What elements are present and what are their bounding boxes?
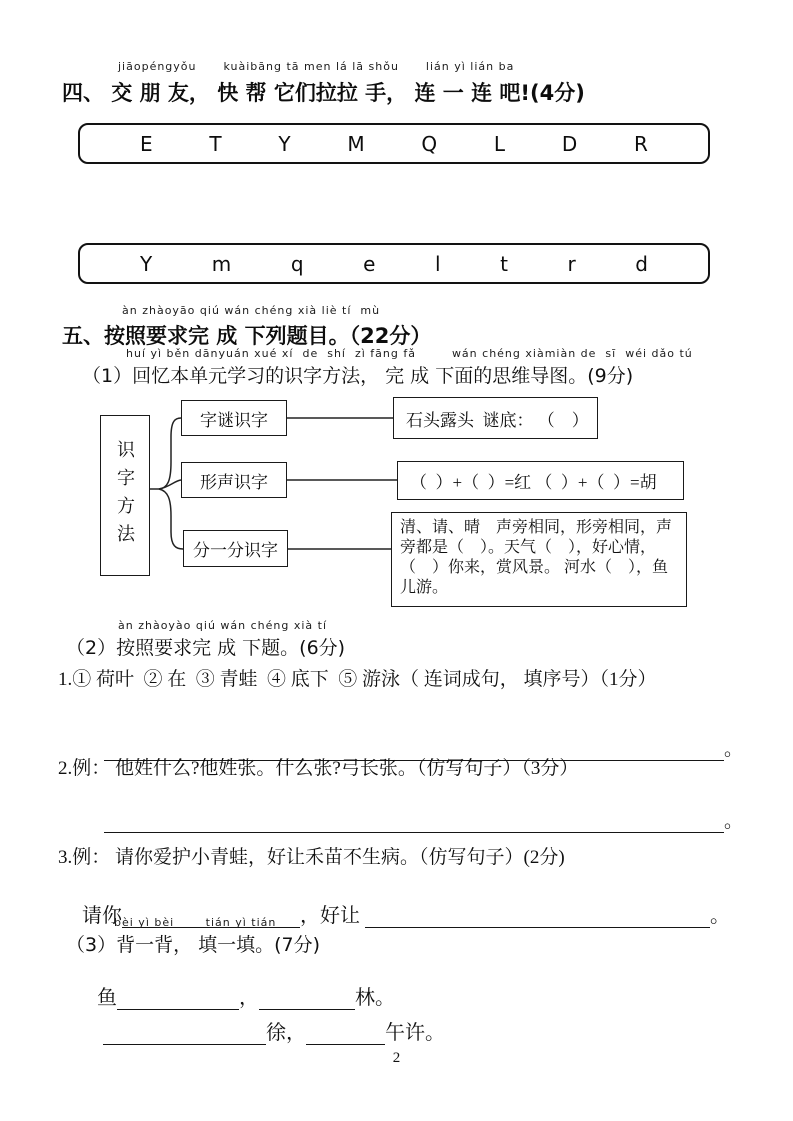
question-1: 1.① 荷叶 ② 在 ③ 青蛙 ④ 底下 ⑤ 游泳（ 连词成句， 填序号）（1分） (58, 669, 657, 690)
letter[interactable]: m (211, 251, 232, 276)
lowercase-letter-box[interactable] (78, 243, 710, 284)
letter[interactable]: q (290, 251, 304, 276)
question-2: 2.例： 他姓什么?他姓张。什么张?弓长张。（仿写句子）（3分） (58, 758, 579, 779)
fill-prefix: 鱼 (97, 987, 117, 1009)
answer-blank[interactable] (365, 906, 710, 928)
diagram-node-phono: 形声识字 (181, 462, 287, 498)
diagram-leaf-riddle[interactable]: 石头露头 谜底： （ ） (393, 397, 598, 439)
section5-pinyin: àn zhàoyāo qiú wán chéng xià liè tí mù (122, 304, 381, 317)
answer-blank[interactable] (104, 812, 724, 833)
letter[interactable]: E (140, 131, 153, 156)
diagram-node-split: 分一分识字 (183, 530, 288, 567)
fill-middle: 徐， (266, 1022, 306, 1044)
letter[interactable]: l (434, 251, 441, 276)
letter[interactable]: D (561, 131, 578, 156)
answer-blank[interactable] (103, 1023, 266, 1045)
fill-suffix: 林。 (355, 987, 395, 1009)
letter[interactable]: t (500, 251, 508, 276)
letter[interactable]: Y (140, 251, 153, 276)
section4-title: 四、 交 朋 友， 快 帮 它们拉拉 手， 连 一 连 吧!(4分) (62, 81, 585, 105)
letter[interactable]: T (209, 131, 222, 156)
diagram-node-puzzle: 字谜识字 (181, 400, 287, 436)
letter[interactable]: R (634, 131, 648, 156)
section4-pinyin: jiāopéngyǒu kuàibāng tā men lá lā shǒu lián yì lián ba (118, 60, 515, 73)
part2-instruction: （2）按照要求完 成 下题。(6分) (66, 637, 346, 659)
letter[interactable]: d (635, 251, 648, 276)
letter[interactable]: L (493, 131, 506, 156)
comma-mark: ， (239, 987, 259, 1009)
part3-pinyin: bèi yì bèi tián yì tián (114, 916, 277, 929)
fill-prefix: 请你 (82, 905, 122, 927)
part1-instruction: （1）回忆本单元学习的识字方法， 完 成 下面的思维导图。(9分) (82, 365, 634, 387)
part1-pinyin: huí yì běn dānyuán xué xí de shí zì fāng fǎ wán chéng xiàmiàn de sī wéi dǎo tú (126, 347, 693, 360)
period-mark: 。 (724, 811, 744, 832)
uppercase-letter-box[interactable] (78, 123, 710, 164)
letter[interactable]: M (347, 131, 365, 156)
period-mark: 。 (710, 905, 730, 927)
question-3: 3.例： 请你爱护小青蛙，好让禾苗不生病。（仿写句子）(2分) (58, 847, 565, 868)
part3-instruction: （3）背一背， 填一填。(7分) (66, 934, 321, 956)
letter[interactable]: Y (278, 131, 291, 156)
answer-blank[interactable] (306, 1023, 385, 1045)
letter[interactable]: r (567, 251, 576, 276)
diagram-root-box: 识字方法 (100, 415, 150, 576)
diagram-leaf-compare[interactable]: 清、请、晴 声旁相同，形旁相同，声旁都是（ ）。天气（ ），好心情，（ ）你来，赏风景。 河水（ ），鱼儿游。 (391, 512, 687, 607)
section5-title: 五、按照要求完 成 下列题目。（22分） (62, 324, 432, 348)
letter[interactable]: e (363, 251, 376, 276)
letter[interactable]: Q (421, 131, 438, 156)
part2-pinyin: àn zhàoyào qiú wán chéng xià tí (118, 619, 328, 632)
period-mark: 。 (724, 739, 744, 760)
page-number: 2 (392, 1050, 401, 1066)
fill-middle: ，好让 (300, 905, 365, 927)
diagram-leaf-equation[interactable]: （ ）+（ ）=红 （ ）+（ ）=胡 (397, 461, 684, 500)
fill-suffix: 午许。 (385, 1022, 445, 1044)
